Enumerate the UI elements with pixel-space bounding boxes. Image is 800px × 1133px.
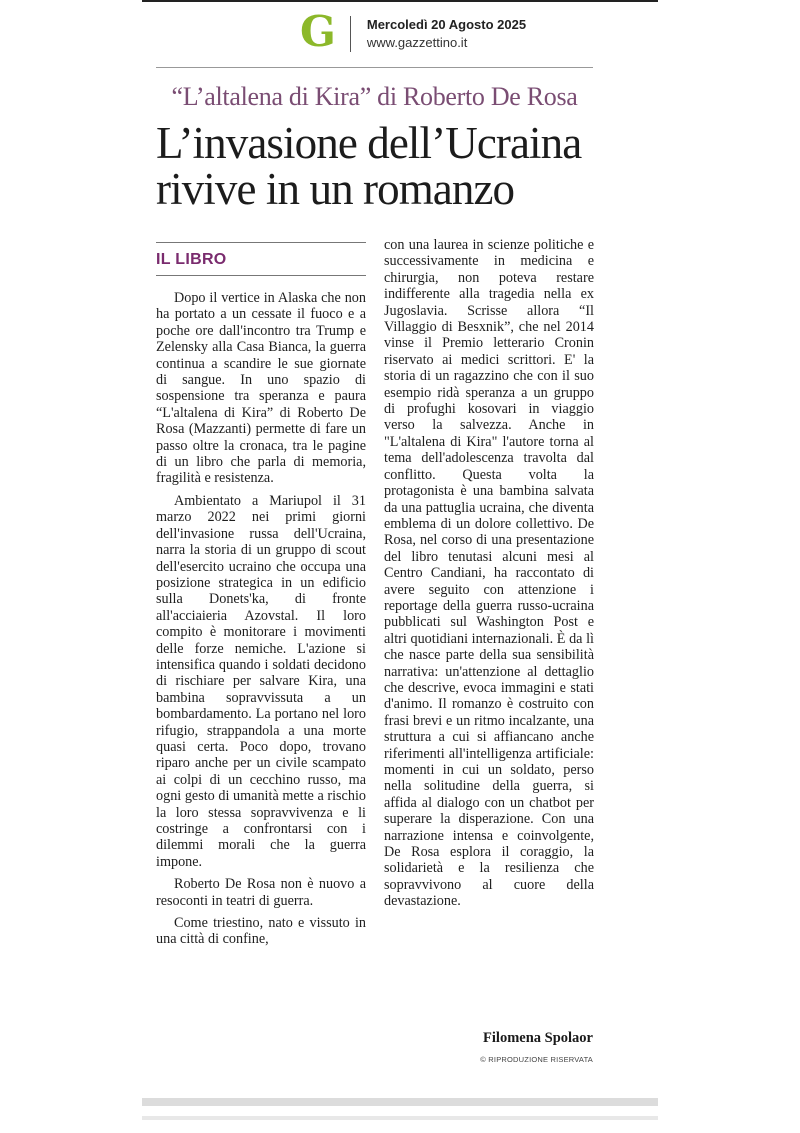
issue-date: Mercoledì 20 Agosto 2025 bbox=[366, 17, 527, 32]
article-column-1 bbox=[156, 290, 366, 954]
paragraph: con una laurea in scienze politiche e successivamente in medicina e chirurgia, non poteva restare indifferente alla tragedia nella ex Jugoslavia. Scrisse allora “Il Villaggio di Besxnik”, che nel 2014 vinse il Premio letterario Cronin riservato ai medici scrittori. E' la storia di un ragazzino che con il suo esempio ridà speranza a un gruppo di profughi kosovari in viaggio verso la salvezza. Anche in "L'altalena di Kira" l'autore torna al tema dell'adolescenza travolta dal conflitto. Questa volta la protagonista è una bambina salvata da una pattuglia ucraina, che diventa emblema di un dolore collettivo. De Rosa, nel corso di una presentazione del libro tenutasi alcuni mesi al Centro Candiani, ha raccontato di avere seguito con attenzione i reportage della guerra russo-ucraina pubblicati sul Washington Post e altri quotidiani internazionali. È da lì che nasce parte della sua sensibilità narrativa: un'attenzione al dettaglio che descrive, evoca immagini e stati d'animo. Il romanzo è costruito con frasi brevi e un ritmo incalzante, una struttura a cui si affiancano anche riferimenti all'intelligenza artificiale: momenti in cui un soldato, perso nella solitudine della guerra, si affida al dialogo con un chatbot per superare la disperazione. Con una narrazione intensa e coinvolgente, De Rosa esplora il coraggio, la solidarietà e la resilienza che sopravvivono al cuore della devastazione. bbox=[384, 237, 594, 910]
section-label: IL LIBRO bbox=[156, 251, 227, 268]
copyright-notice: © RIPRODUZIONE RISERVATA bbox=[480, 1055, 593, 1064]
paragraph: Ambientato a Mariupol il 31 marzo 2022 nei primi giorni dell'invasione russa dell'Ucraina, narra la storia di un gruppo di scout dell'esercito ucraino che occupa una posizione strategica in un edificio sulla Donets'ka, di fronte all'acciaieria Azovstal. Il loro compito è monitorare i movimenti delle forze nemiche. L'azione si intensifica quando i soldati decidono di rischiare per salvare Kira, una bambina sopravvissuta a un bombardamento. La portano nel loro rifugio, strappandola a una morte quasi certa. Poco dopo, trovano riparo anche per un civile scampato ai colpi di un cecchino russo, ma ogni gesto di umanità mette a rischio la loro stessa sopravvivenza e li costringe a confrontarsi con i dilemmi morali che la guerra impone. bbox=[156, 492, 366, 870]
paragraph: Roberto De Rosa non è nuovo a resoconti in teatri di guerra. bbox=[156, 876, 366, 909]
masthead-info bbox=[367, 16, 526, 52]
header-rule bbox=[156, 67, 593, 68]
article-column-2 bbox=[384, 237, 594, 916]
masthead-divider bbox=[350, 16, 351, 52]
gazzettino-logo: G bbox=[300, 7, 336, 56]
section-rule-top bbox=[156, 242, 366, 243]
article-headline: L’invasione dell’Ucraina rivive in un romanzo bbox=[156, 118, 582, 214]
masthead bbox=[300, 7, 527, 56]
bottom-band bbox=[142, 1098, 658, 1106]
top-rule bbox=[142, 0, 658, 2]
paragraph: Dopo il vertice in Alaska che non ha portato a un cessate il fuoco e a poche ore dall'incontro tra Trump e Zelensky alla Casa Bianca, la guerra continua a scandire le sue giornate di sangue. In uno spazio di sospensione tra speranza e paura “L'altalena di Kira” di Roberto De Rosa (Mazzanti) permette di fare un passo oltre la cronaca, tra le pagine di un libro che parla di memoria, fragilità e resistenza. bbox=[156, 290, 366, 487]
bottom-band-thin bbox=[142, 1116, 658, 1120]
website-url: www.gazzettino.it bbox=[366, 35, 468, 50]
paragraph: Come triestino, nato e vissuto in una città di confine, bbox=[156, 915, 366, 948]
article-author: Filomena Spolaor bbox=[483, 1030, 593, 1046]
article-kicker: “L’altalena di Kira” di Roberto De Rosa bbox=[171, 82, 578, 111]
section-rule-bottom bbox=[156, 275, 366, 276]
